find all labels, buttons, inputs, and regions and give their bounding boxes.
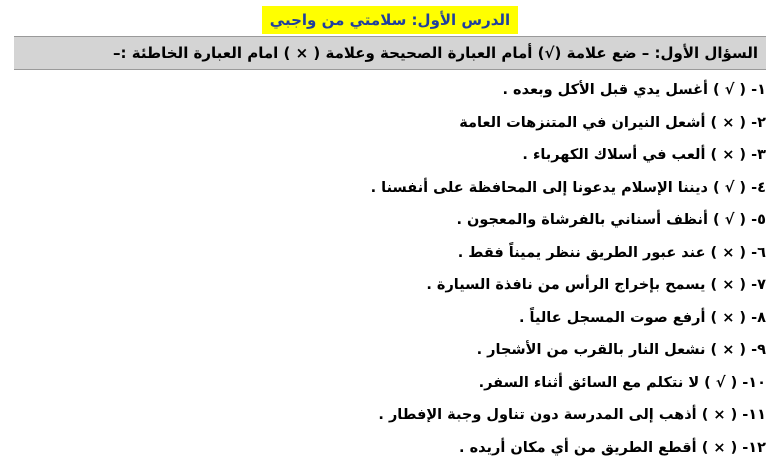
answer-mark: × — [722, 114, 735, 131]
statement-number: ٥- — [751, 212, 766, 228]
statement-text: أغسل يدي قبل الأكل وبعده . — [502, 82, 708, 98]
statement-number: ١٠- — [742, 374, 766, 391]
statement-number: ٤- — [751, 179, 766, 196]
statement-number: ٧- — [751, 277, 766, 293]
statement-text: لا نتكلم مع السائق أثناء السفر. — [478, 374, 700, 391]
statement-number: ١١- — [742, 407, 766, 423]
statement-text: أشعل النيران في المتنزهات العامة — [459, 114, 706, 131]
statement-item: ١- ( √ ) أغسل يدي قبل الأكل وبعده . — [502, 82, 766, 98]
statement-number: ١٢- — [742, 439, 766, 456]
answer-mark: √ — [724, 179, 735, 196]
statement-text: ديننا الإسلام يدعونا إلى المحافظة على أنفسنا . — [370, 179, 708, 196]
statement-number: ٦- — [751, 244, 766, 261]
lesson-title: الدرس الأول: سلامتي من واجبي — [262, 6, 518, 34]
answer-mark: × — [722, 244, 735, 261]
statement-number: ٩- — [751, 342, 766, 358]
statement-item: ٢- ( × ) أشعل النيران في المتنزهات العامة — [459, 114, 766, 131]
answer-mark: × — [722, 277, 735, 293]
question-heading: السؤال الأول: – ضع علامة (√) أمام العبارة الصحيحة وعلامة ( × ) امام العبارة الخاطئة :– — [14, 36, 766, 70]
statement-item: ٧- ( × ) يسمح بإخراج الرأس من نافذة السيارة . — [426, 277, 766, 293]
answer-mark: √ — [715, 374, 726, 391]
statement-text: أرفع صوت المسجل عالياً . — [518, 309, 706, 326]
statement-number: ٢- — [751, 114, 766, 131]
statements-list — [14, 74, 766, 464]
statement-item: ٥- ( √ ) أنظف أسناني بالفرشاة والمعجون . — [456, 212, 766, 228]
statement-text: ألعب في أسلاك الكهرباء . — [522, 147, 706, 163]
statement-number: ١- — [751, 82, 766, 98]
statement-text: يسمح بإخراج الرأس من نافذة السيارة . — [426, 277, 706, 293]
statement-item: ٨- ( × ) أرفع صوت المسجل عالياً . — [518, 309, 766, 326]
answer-mark: × — [713, 407, 726, 423]
answer-mark: × — [722, 342, 735, 358]
statement-text: نشعل النار بالقرب من الأشجار . — [476, 342, 706, 358]
statement-text: أنظف أسناني بالفرشاة والمعجون . — [456, 212, 708, 228]
statement-item: ٤- ( √ ) ديننا الإسلام يدعونا إلى المحافظة على أنفسنا . — [370, 179, 766, 196]
statement-item: ٦- ( × ) عند عبور الطريق ننظر يميناً فقط . — [457, 244, 766, 261]
statement-text: أذهب إلى المدرسة دون تناول وجبة الإفطار . — [378, 407, 697, 423]
answer-mark: √ — [724, 82, 735, 98]
statement-item: ١٠- ( √ ) لا نتكلم مع السائق أثناء السفر. — [478, 374, 766, 391]
statement-number: ٨- — [751, 309, 766, 326]
statement-text: عند عبور الطريق ننظر يميناً فقط . — [457, 244, 706, 261]
statement-number: ٣- — [751, 147, 766, 163]
statement-item: ٩- ( × ) نشعل النار بالقرب من الأشجار . — [476, 342, 766, 358]
answer-mark: × — [713, 439, 726, 456]
lesson-title-container — [0, 6, 780, 34]
statement-item: ١٢- ( × ) أقطع الطريق من أي مكان أريده . — [459, 439, 766, 456]
statement-text: أقطع الطريق من أي مكان أريده . — [459, 439, 697, 456]
answer-mark: × — [722, 309, 735, 326]
statement-item: ١١- ( × ) أذهب إلى المدرسة دون تناول وجبة الإفطار . — [378, 407, 766, 423]
answer-mark: √ — [724, 212, 735, 228]
statement-item: ٣- ( × ) ألعب في أسلاك الكهرباء . — [522, 147, 766, 163]
answer-mark: × — [722, 147, 735, 163]
